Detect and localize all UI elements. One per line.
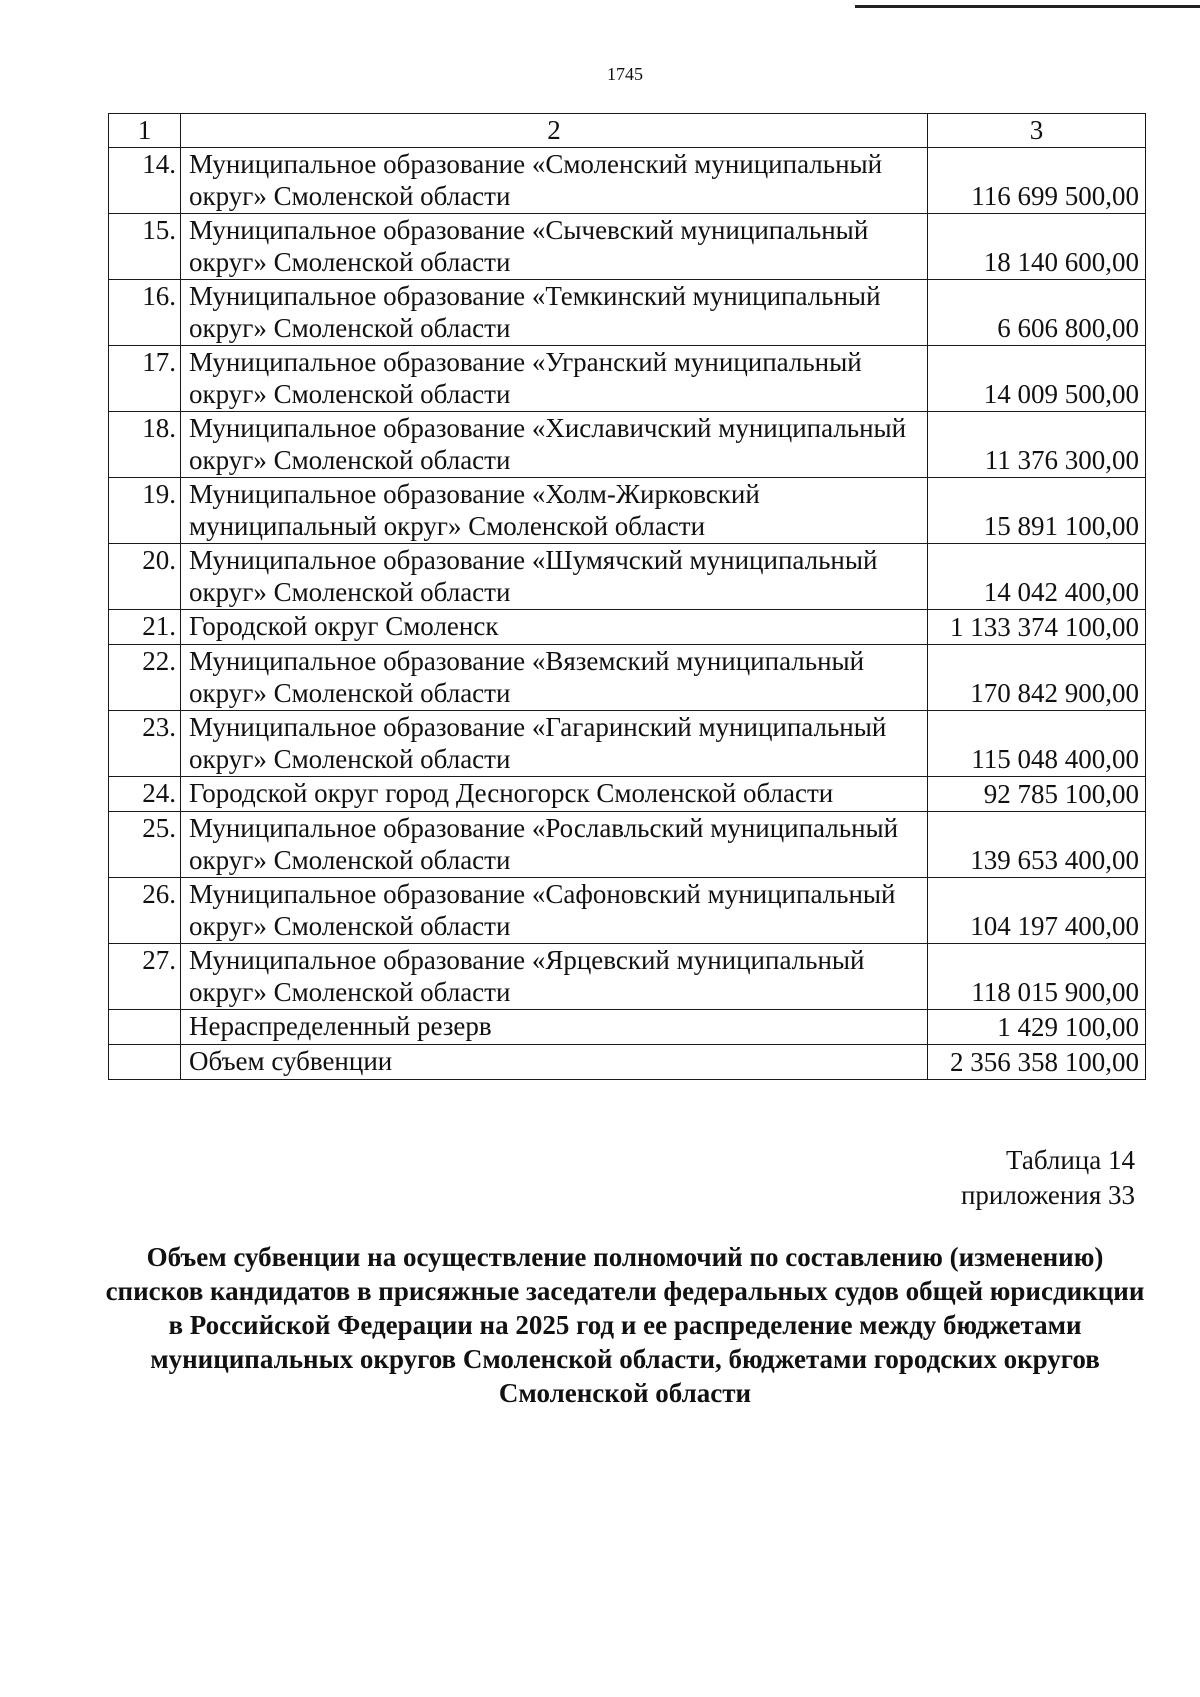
subvention-amount: 104 197 400,00 — [928, 877, 1146, 943]
row-number: 18. — [109, 411, 181, 477]
reserve-label: Нераспределенный резерв — [181, 1009, 928, 1044]
table-row — [109, 477, 1146, 543]
table-row — [109, 811, 1146, 877]
row-number: 22. — [109, 644, 181, 710]
municipality-name: Муниципальное образование «Шумячский муниципальный округ» Смоленской области — [181, 543, 928, 609]
row-number: 26. — [109, 877, 181, 943]
subvention-amount: 116 699 500,00 — [928, 147, 1146, 213]
table-header-row — [109, 114, 1146, 148]
subvention-amount: 18 140 600,00 — [928, 213, 1146, 279]
subvention-amount: 15 891 100,00 — [928, 477, 1146, 543]
total-amount: 2 356 358 100,00 — [928, 1044, 1146, 1079]
municipality-name: Муниципальное образование «Ярцевский муниципальный округ» Смоленской области — [181, 943, 928, 1009]
subvention-amount: 14 009 500,00 — [928, 345, 1146, 411]
row-number: 21. — [109, 609, 181, 644]
table-row — [109, 411, 1146, 477]
subvention-amount: 1 133 374 100,00 — [928, 609, 1146, 644]
section-title: Объем субвенции на осуществление полномочий по составлению (изменению) списков кандидатов в присяжные заседатели федеральных судов общей юрисдикции в Российской Федерации на 2025 год и ее распределение между бюджетами муниципальных округов Смоленской области, бюджетами городских округов Смоленской области — [105, 1242, 1145, 1408]
row-number: 15. — [109, 213, 181, 279]
table-row — [109, 345, 1146, 411]
municipality-name: Муниципальное образование «Угранский муниципальный округ» Смоленской области — [181, 345, 928, 411]
row-number: 23. — [109, 710, 181, 776]
municipality-name: Городской округ город Десногорск Смоленской области — [181, 776, 928, 811]
municipality-name: Муниципальное образование «Гагаринский муниципальный округ» Смоленской области — [181, 710, 928, 776]
row-number: 17. — [109, 345, 181, 411]
subvention-amount: 11 376 300,00 — [928, 411, 1146, 477]
subvention-amount: 6 606 800,00 — [928, 279, 1146, 345]
table-row-reserve — [109, 1009, 1146, 1044]
row-number: 16. — [109, 279, 181, 345]
table-row — [109, 710, 1146, 776]
row-number: 25. — [109, 811, 181, 877]
table-row — [109, 543, 1146, 609]
table-row — [109, 147, 1146, 213]
table-row — [109, 644, 1146, 710]
municipality-name: Муниципальное образование «Хиславичский муниципальный округ» Смоленской области — [181, 411, 928, 477]
subvention-amount: 139 653 400,00 — [928, 811, 1146, 877]
municipality-name: Муниципальное образование «Холм-Жирковский муниципальный округ» Смоленской области — [181, 477, 928, 543]
row-number: 24. — [109, 776, 181, 811]
reserve-amount: 1 429 100,00 — [928, 1009, 1146, 1044]
row-number: 20. — [109, 543, 181, 609]
municipality-name: Городской округ Смоленск — [181, 609, 928, 644]
table-row — [109, 943, 1146, 1009]
row-number — [109, 1044, 181, 1079]
table-row — [109, 279, 1146, 345]
subvention-amount: 115 048 400,00 — [928, 710, 1146, 776]
total-label: Объем субвенции — [181, 1044, 928, 1079]
caption-table-number: Таблица 14 — [1006, 1145, 1135, 1175]
row-number: 19. — [109, 477, 181, 543]
municipality-name: Муниципальное образование «Сычевский муниципальный округ» Смоленской области — [181, 213, 928, 279]
table-row — [109, 609, 1146, 644]
column-header-number: 1 — [109, 114, 181, 148]
row-number: 14. — [109, 147, 181, 213]
subvention-amount: 170 842 900,00 — [928, 644, 1146, 710]
top-border-rule — [855, 5, 1200, 8]
municipality-name: Муниципальное образование «Сафоновский муниципальный округ» Смоленской области — [181, 877, 928, 943]
column-header-amount: 3 — [928, 114, 1146, 148]
subvention-amount: 14 042 400,00 — [928, 543, 1146, 609]
subvention-amount: 92 785 100,00 — [928, 776, 1146, 811]
table-caption — [961, 1143, 1135, 1213]
subvention-amount: 118 015 900,00 — [928, 943, 1146, 1009]
table-row — [109, 776, 1146, 811]
caption-appendix: приложения 33 — [960, 1180, 1135, 1210]
municipality-name: Муниципальное образование «Темкинский муниципальный округ» Смоленской области — [181, 279, 928, 345]
municipality-name: Муниципальное образование «Смоленский муниципальный округ» Смоленской области — [181, 147, 928, 213]
row-number — [109, 1009, 181, 1044]
row-number: 27. — [109, 943, 181, 1009]
municipality-name: Муниципальное образование «Рославльский муниципальный округ» Смоленской области — [181, 811, 928, 877]
page-number: 1745 — [607, 64, 643, 84]
table-row — [109, 877, 1146, 943]
table-row-total — [109, 1044, 1146, 1079]
column-header-name: 2 — [181, 114, 928, 148]
municipality-name: Муниципальное образование «Вяземский муниципальный округ» Смоленской области — [181, 644, 928, 710]
subvention-distribution-table — [108, 113, 1146, 1080]
table-row — [109, 213, 1146, 279]
